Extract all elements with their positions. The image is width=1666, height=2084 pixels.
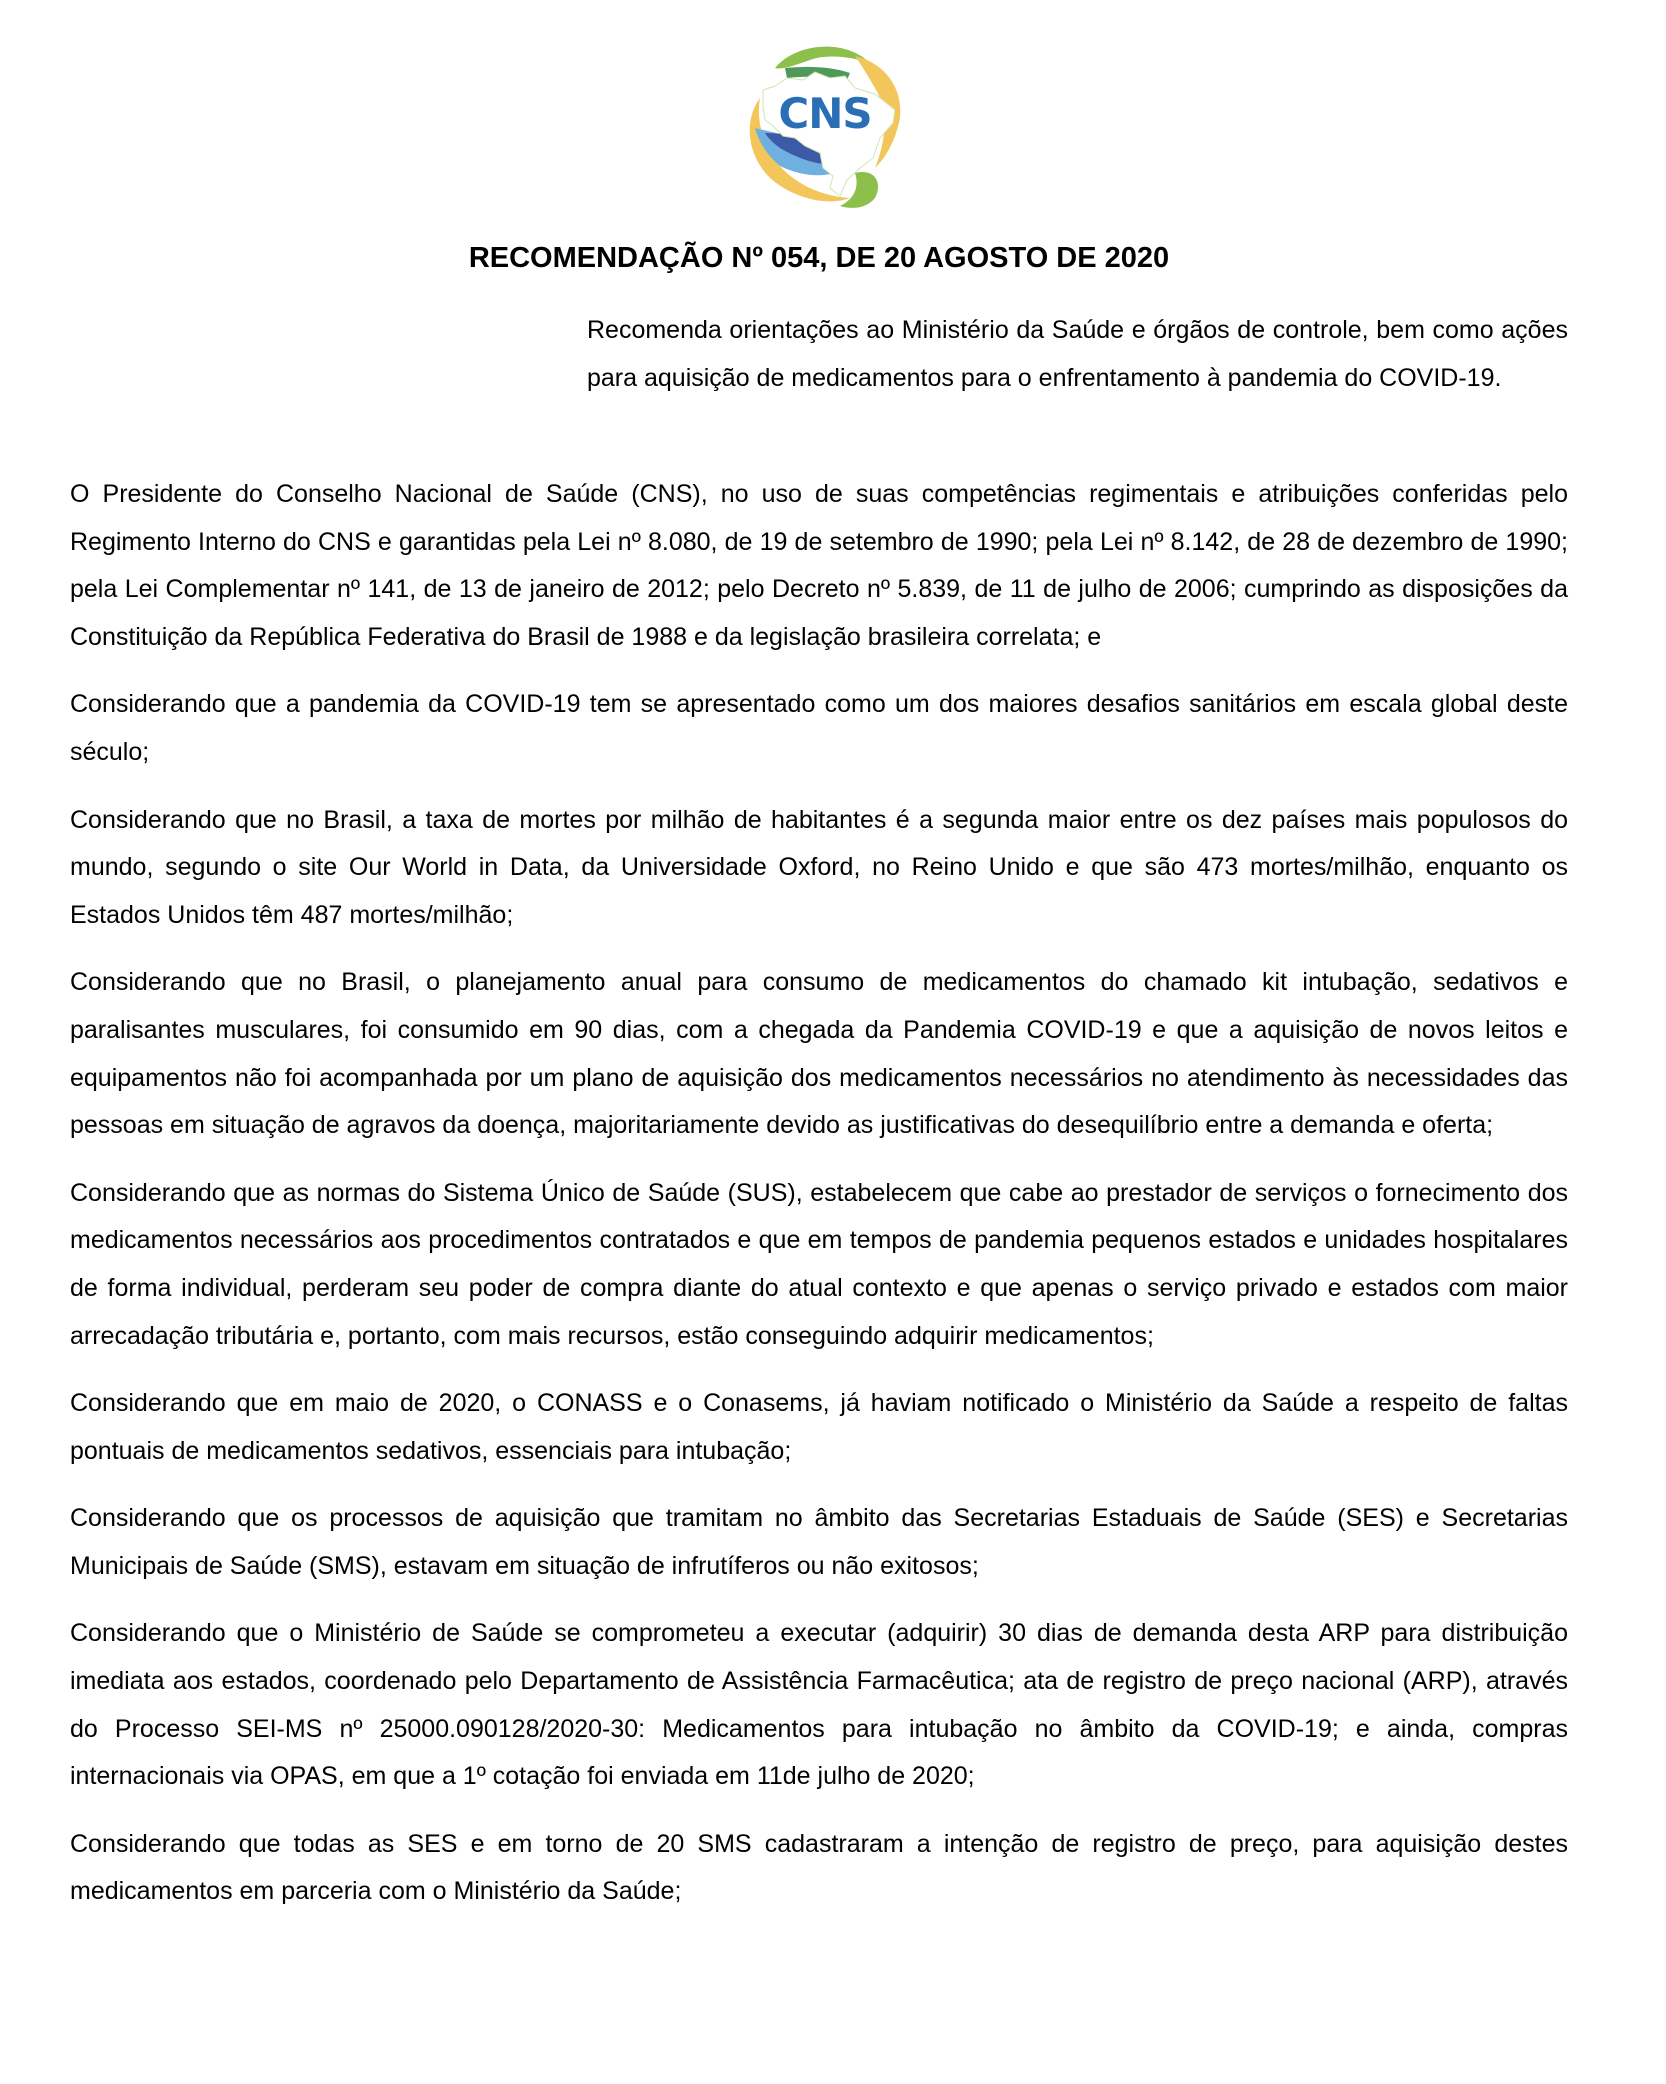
considering-paragraph: Considerando que as normas do Sistema Único de Saúde (SUS), estabelecem que cabe ao prestador de serviços o fornecimento dos medicamentos necessários aos procedimentos contratados e que em tempos de pandemia pequenos estados e unidades hospitalares de forma individual, perderam seu poder de compra diante do atual contexto e que apenas o serviço privado e estados com maior arrecadação tributária e, portanto, com mais recursos, estão conseguindo adquirir medicamentos;	[70, 1178, 1568, 1350]
document-body	[70, 471, 1568, 1936]
considering-paragraph: Considerando que o Ministério de Saúde se comprometeu a executar (adquirir) 30 dias de demanda desta ARP para distribuição imediata aos estados, coordenado pelo Departamento de Assistência Farmacêutica; ata de registro de preço nacional (ARP), através do Processo SEI-MS nº 25000.090128/2020-30: Medicamentos para intubação no âmbito da COVID-19; e ainda, compras internacionais via OPAS, em que a 1º cotação foi enviada em 11de julho de 2020;	[70, 1619, 1568, 1791]
document-title: RECOMENDAÇÃO Nº 054, DE 20 AGOSTO DE 2020	[468, 242, 1170, 274]
document-summary: Recomenda orientações ao Ministério da Saúde e órgãos de controle, bem como ações para aquisição de medicamentos para o enfrentamento à pandemia do COVID-19.	[587, 316, 1568, 392]
logo-green-swoosh-top	[775, 47, 870, 69]
considering-paragraph: Considerando que em maio de 2020, o CONASS e o Conasems, já haviam notificado o Ministério da Saúde a respeito de faltas pontuais de medicamentos sedativos, essenciais para intubação;	[70, 1389, 1568, 1465]
considering-paragraph: Considerando que no Brasil, o planejamento anual para consumo de medicamentos do chamado kit intubação, sedativos e paralisantes musculares, foi consumido em 90 dias, com a chegada da Pandemia COVID-19 e que a aquisição de novos leitos e equipamentos não foi acompanhada por um plano de aquisição dos medicamentos necessários no atendimento às necessidades das pessoas em situação de agravos da doença, majoritariamente devido as justificativas do desequilíbrio entre a demanda e oferta;	[70, 968, 1568, 1140]
cns-logo	[735, 28, 910, 213]
logo-text: CNS	[778, 89, 872, 138]
considering-paragraph: Considerando que a pandemia da COVID-19 tem se apresentado como um dos maiores desafios sanitários em escala global deste século;	[70, 690, 1568, 766]
considering-paragraph: Considerando que todas as SES e em torno de 20 SMS cadastraram a intenção de registro de preço, para aquisição destes medicamentos em parceria com o Ministério da Saúde;	[70, 1829, 1568, 1906]
considering-paragraph: Considerando que no Brasil, a taxa de mortes por milhão de habitantes é a segunda maior entre os dez países mais populosos do mundo, segundo o site Our World in Data, da Universidade Oxford, no Reino Unido e que são 473 mortes/milhão, enquanto os Estados Unidos têm 487 mortes/milhão;	[70, 805, 1568, 929]
considering-paragraph: Considerando que os processos de aquisição que tramitam no âmbito das Secretarias Estaduais de Saúde (SES) e Secretarias Municipais de Saúde (SMS), estavam em situação de infrutíferos ou não exitosos;	[70, 1504, 1568, 1580]
preamble-paragraph: O Presidente do Conselho Nacional de Saúde (CNS), no uso de suas competências regimentais e atribuições conferidas pelo Regimento Interno do CNS e garantidas pela Lei nº 8.080, de 19 de setembro de 1990; pela Lei nº 8.142, de 28 de dezembro de 1990; pela Lei Complementar nº 141, de 13 de janeiro de 2012; pelo Decreto nº 5.839, de 11 de julho de 2006; cumprindo as disposições da Constituição da República Federativa do Brasil de 1988 e da legislação brasileira correlata; e	[70, 480, 1568, 651]
